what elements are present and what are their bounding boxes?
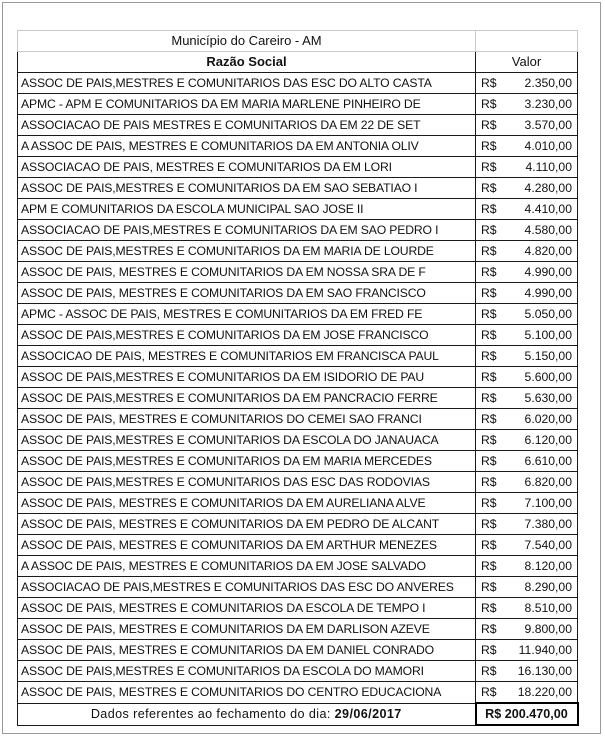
valor-cell	[476, 388, 578, 409]
valor-cell	[476, 619, 578, 640]
amount: 5.150,00	[524, 349, 572, 363]
table-row	[18, 619, 578, 640]
amount: 6.120,00	[524, 433, 572, 447]
amount: 5.100,00	[524, 328, 572, 342]
table-row	[18, 262, 578, 283]
table-row	[18, 682, 578, 704]
currency-symbol: R$	[481, 202, 497, 216]
amount: 8.120,00	[524, 559, 572, 573]
valor-cell	[476, 430, 578, 451]
table-row	[18, 73, 578, 94]
amount: 4.280,00	[524, 181, 572, 195]
currency-symbol: R$	[481, 643, 497, 657]
valor-cell	[476, 451, 578, 472]
currency-symbol: R$	[481, 475, 497, 489]
currency-symbol: R$	[481, 454, 497, 468]
amount: 8.290,00	[524, 580, 572, 594]
razao-social-cell: ASSOC DE PAIS,MESTRES E COMUNITARIOS DA ESCOLA DO JANAUACA	[18, 430, 476, 451]
table-row	[18, 514, 578, 535]
municipality-title: Município do Careiro - AM	[18, 31, 476, 52]
amount: 18.220,00	[517, 685, 572, 699]
header-row	[18, 52, 578, 73]
closing-date-label: Dados referentes ao fechamento do dia:	[90, 707, 331, 721]
amount: 6.820,00	[524, 475, 572, 489]
razao-social-cell: ASSOC DE PAIS, MESTRES E COMUNITARIOS DA EM AURELIANA ALVE	[18, 493, 476, 514]
valor-cell	[476, 493, 578, 514]
valor-cell	[476, 682, 578, 704]
column-header-razao-social: Razão Social	[18, 52, 476, 73]
razao-social-cell: ASSOC DE PAIS, MESTRES E COMUNITARIOS DA EM DANIEL CONRADO	[18, 640, 476, 661]
table-row	[18, 556, 578, 577]
currency-symbol: R$	[481, 349, 497, 363]
amount: 9.800,00	[524, 622, 572, 636]
amount: 11.940,00	[518, 643, 572, 657]
amount: 3.230,00	[524, 97, 572, 111]
table-row	[18, 535, 578, 556]
razao-social-cell: ASSOCIACAO DE PAIS MESTRES E COMUNITARIOS DA EM 22 DE SET	[18, 115, 476, 136]
amount: 4.410,00	[524, 202, 572, 216]
razao-social-cell: APM E COMUNITARIOS DA ESCOLA MUNICIPAL SAO JOSE II	[18, 199, 476, 220]
municipality-row	[18, 31, 578, 52]
razao-social-cell: A ASSOC DE PAIS, MESTRES E COMUNITARIOS DA EM ANTONIA OLIV	[18, 136, 476, 157]
razao-social-cell: ASSOC DE PAIS, MESTRES E COMUNITARIOS DA EM NOSSA SRA DE F	[18, 262, 476, 283]
currency-symbol: R$	[481, 181, 497, 195]
currency-symbol: R$	[481, 433, 497, 447]
currency-symbol: R$	[481, 307, 497, 321]
amount: 5.050,00	[524, 307, 572, 321]
amount: 6.020,00	[524, 412, 572, 426]
currency-symbol: R$	[481, 412, 497, 426]
valor-cell	[476, 241, 578, 262]
currency-symbol: R$	[481, 601, 497, 615]
valor-cell	[476, 136, 578, 157]
razao-social-cell: ASSOCICAO DE PAIS, MESTRES E COMUNITARIOS EM FRANCISCA PAUL	[18, 346, 476, 367]
table-row	[18, 367, 578, 388]
table-row	[18, 451, 578, 472]
valor-cell	[476, 556, 578, 577]
valor-cell	[476, 325, 578, 346]
razao-social-cell: ASSOCIACAO DE PAIS,MESTRES E COMUNITARIOS DA EM SAO PEDRO I	[18, 220, 476, 241]
currency-symbol: R$	[481, 286, 497, 300]
razao-social-cell: ASSOC DE PAIS,MESTRES E COMUNITARIOS DAS ESC DO ALTO CASTA	[18, 73, 476, 94]
amount: 3.570,00	[524, 118, 572, 132]
valor-cell	[476, 535, 578, 556]
razao-social-cell: APMC - ASSOC DE PAIS, MESTRES E COMUNITARIOS DA EM FRED FE	[18, 304, 476, 325]
table-row	[18, 283, 578, 304]
amount: 8.510,00	[524, 601, 572, 615]
closing-date: 29/06/2017	[334, 707, 402, 721]
amount: 7.380,00	[524, 517, 572, 531]
valor-cell	[476, 598, 578, 619]
currency-symbol: R$	[481, 223, 497, 237]
valor-cell	[476, 178, 578, 199]
amount: 5.630,00	[524, 391, 572, 405]
currency-symbol: R$	[481, 517, 497, 531]
valor-cell	[476, 220, 578, 241]
column-header-valor: Valor	[476, 52, 578, 73]
currency-symbol: R$	[481, 664, 497, 678]
razao-social-cell: ASSOC DE PAIS, MESTRES E COMUNITARIOS DA EM SAO FRANCISCO	[18, 283, 476, 304]
total-value: R$ 200.470,00	[476, 703, 578, 725]
valor-cell	[476, 283, 578, 304]
razao-social-cell: APMC - APM E COMUNITARIOS DA EM MARIA MARLENE PINHEIRO DE	[18, 94, 476, 115]
footer-row	[18, 703, 578, 725]
table-row	[18, 157, 578, 178]
amount: 2.350,00	[524, 76, 572, 90]
razao-social-cell: ASSOC DE PAIS,MESTRES E COMUNITARIOS DA EM PANCRACIO FERRE	[18, 388, 476, 409]
razao-social-cell: ASSOC DE PAIS, MESTRES E COMUNITARIOS DO CEMEI SAO FRANCI	[18, 409, 476, 430]
valor-cell	[476, 577, 578, 598]
valor-cell	[476, 115, 578, 136]
razao-social-cell: ASSOC DE PAIS, MESTRES E COMUNITARIOS DA EM DARLISON AZEVE	[18, 619, 476, 640]
razao-social-cell: ASSOC DE PAIS,MESTRES E COMUNITARIOS DA EM SAO SEBATIAO I	[18, 178, 476, 199]
table-row	[18, 430, 578, 451]
currency-symbol: R$	[481, 391, 497, 405]
table-row	[18, 325, 578, 346]
currency-symbol: R$	[481, 118, 497, 132]
valor-cell	[476, 409, 578, 430]
razao-social-cell: ASSOC DE PAIS,MESTRES E COMUNITARIOS DA EM JOSE FRANCISCO	[18, 325, 476, 346]
currency-symbol: R$	[481, 160, 497, 174]
amount: 4.010,00	[524, 139, 572, 153]
valor-cell	[476, 304, 578, 325]
table-row	[18, 220, 578, 241]
currency-symbol: R$	[481, 76, 497, 90]
valor-cell	[476, 346, 578, 367]
razao-social-cell: ASSOC DE PAIS,MESTRES E COMUNITARIOS DA ESCOLA DO MAMORI	[18, 661, 476, 682]
currency-symbol: R$	[481, 244, 497, 258]
currency-symbol: R$	[481, 622, 497, 636]
table-row	[18, 577, 578, 598]
table-row	[18, 94, 578, 115]
razao-social-cell: ASSOC DE PAIS, MESTRES E COMUNITARIOS DO CENTRO EDUCACIONA	[18, 682, 476, 704]
table-row	[18, 472, 578, 493]
table-row	[18, 661, 578, 682]
amount: 4.990,00	[524, 265, 572, 279]
currency-symbol: R$	[481, 685, 497, 699]
table-row	[18, 409, 578, 430]
currency-symbol: R$	[481, 139, 497, 153]
valor-cell	[476, 472, 578, 493]
amount: 4.580,00	[524, 223, 572, 237]
amount: 7.540,00	[524, 538, 572, 552]
transfer-table	[17, 30, 579, 726]
table-row	[18, 598, 578, 619]
razao-social-cell: ASSOC DE PAIS, MESTRES E COMUNITARIOS DA ESCOLA DE TEMPO I	[18, 598, 476, 619]
amount: 5.600,00	[524, 370, 572, 384]
valor-cell	[476, 514, 578, 535]
currency-symbol: R$	[481, 496, 497, 510]
razao-social-cell: ASSOC DE PAIS, MESTRES E COMUNITARIOS DA EM ARTHUR MENEZES	[18, 535, 476, 556]
valor-cell	[476, 199, 578, 220]
razao-social-cell: ASSOC DE PAIS,MESTRES E COMUNITARIOS DAS ESC DAS RODOVIAS	[18, 472, 476, 493]
valor-cell	[476, 262, 578, 283]
currency-symbol: R$	[481, 97, 497, 111]
razao-social-cell: ASSOC DE PAIS, MESTRES E COMUNITARIOS DA EM PEDRO DE ALCANT	[18, 514, 476, 535]
currency-symbol: R$	[481, 265, 497, 279]
valor-cell	[476, 94, 578, 115]
table-row	[18, 178, 578, 199]
razao-social-cell: ASSOC DE PAIS,MESTRES E COMUNITARIOS DA EM MARIA DE LOURDE	[18, 241, 476, 262]
table-row	[18, 241, 578, 262]
razao-social-cell: ASSOCIACAO DE PAIS,MESTRES E COMUNITARIOS DAS ESC DO ANVERES	[18, 577, 476, 598]
table-row	[18, 346, 578, 367]
table-row	[18, 199, 578, 220]
table-row	[18, 493, 578, 514]
razao-social-cell: ASSOCIACAO DE PAIS, MESTRES E COMUNITARIOS DA EM LORI	[18, 157, 476, 178]
razao-social-cell: ASSOC DE PAIS,MESTRES E COMUNITARIOS DA EM ISIDORIO DE PAU	[18, 367, 476, 388]
amount: 4.990,00	[524, 286, 572, 300]
currency-symbol: R$	[481, 370, 497, 384]
valor-cell	[476, 640, 578, 661]
amount: 7.100,00	[524, 496, 572, 510]
valor-cell	[476, 661, 578, 682]
table-row	[18, 115, 578, 136]
amount: 4.820,00	[524, 244, 572, 258]
currency-symbol: R$	[481, 538, 497, 552]
amount: 6.610,00	[524, 454, 572, 468]
empty-cell	[476, 31, 578, 52]
valor-cell	[476, 157, 578, 178]
valor-cell	[476, 367, 578, 388]
amount: 16.130,00	[517, 664, 572, 678]
valor-cell	[476, 73, 578, 94]
razao-social-cell: ASSOC DE PAIS,MESTRES E COMUNITARIOS DA EM MARIA MERCEDES	[18, 451, 476, 472]
table-row	[18, 388, 578, 409]
amount: 4.110,00	[525, 160, 572, 174]
razao-social-cell: A ASSOC DE PAIS, MESTRES E COMUNITARIOS DA EM JOSE SALVADO	[18, 556, 476, 577]
currency-symbol: R$	[481, 328, 497, 342]
table-row	[18, 304, 578, 325]
closing-date-note	[18, 703, 476, 725]
table-row	[18, 640, 578, 661]
currency-symbol: R$	[481, 580, 497, 594]
table-row	[18, 136, 578, 157]
currency-symbol: R$	[481, 559, 497, 573]
